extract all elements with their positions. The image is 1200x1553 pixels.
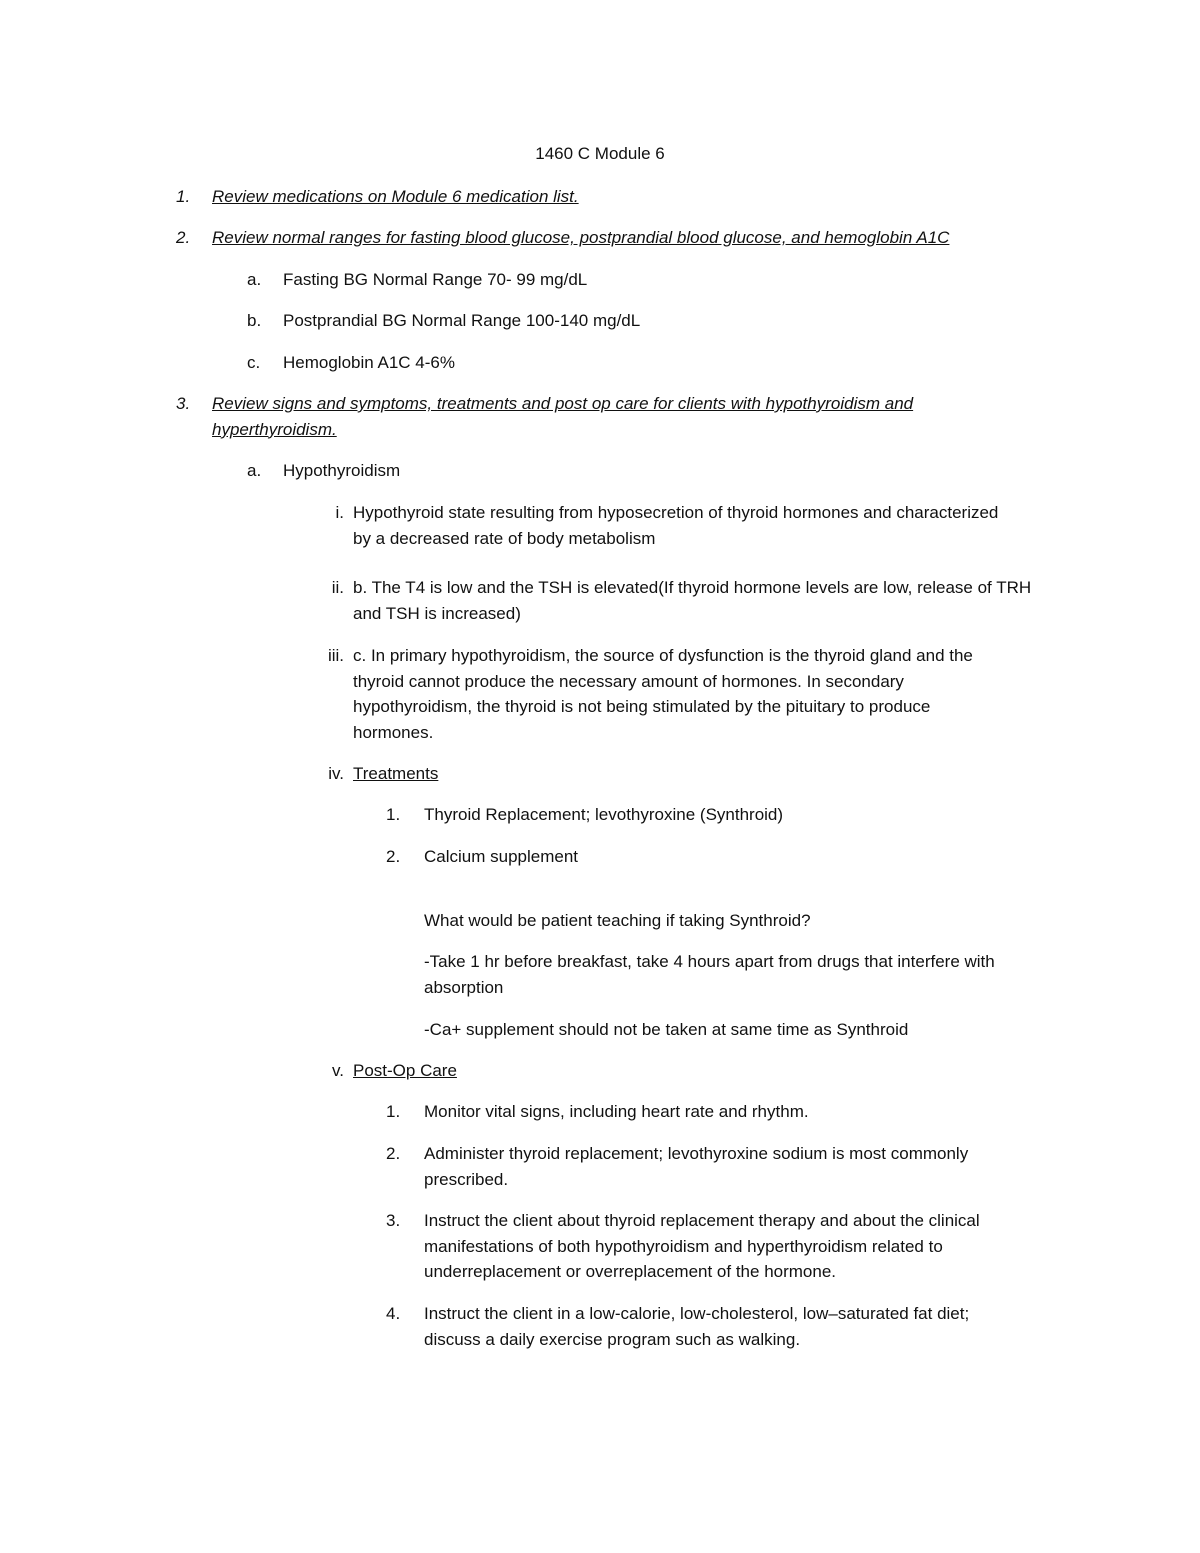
question-3 bbox=[176, 391, 1076, 443]
list-marker: c. bbox=[247, 353, 261, 372]
section-heading: Hypothyroidism bbox=[283, 461, 401, 480]
list-item-text: Thyroid Replacement; levothyroxine (Synthroid) bbox=[424, 805, 784, 824]
question-number: 2. bbox=[176, 228, 191, 247]
roman-marker: v. bbox=[332, 1061, 344, 1080]
question-text: Review normal ranges for fasting blood glucose, postprandial blood glucose, and hemoglobin A1C bbox=[212, 228, 950, 247]
teaching-answer-1 bbox=[424, 949, 1084, 1001]
list-marker: 2. bbox=[386, 1144, 401, 1163]
roman-item-i bbox=[300, 500, 1080, 552]
item-line: and TSH is increased) bbox=[353, 603, 521, 623]
question-number: 3. bbox=[176, 394, 191, 413]
item-line: Hypothyroid state resulting from hyposecretion of thyroid hormones and characterized bbox=[353, 503, 999, 522]
treatments-heading bbox=[300, 761, 1080, 787]
item-line: hypothyroidism, the thyroid is not being stimulated by the pituitary to produce bbox=[353, 697, 931, 716]
list-item-text: underreplacement or overreplacement of the hormone. bbox=[424, 1262, 837, 1281]
answer-line: absorption bbox=[424, 977, 504, 997]
list-item-text: Instruct the client in a low-calorie, low-cholesterol, low–saturated fat diet; bbox=[424, 1304, 970, 1323]
section-hypothyroidism bbox=[247, 458, 947, 484]
document-title: 1460 C Module 6 bbox=[535, 144, 665, 163]
roman-item-ii bbox=[300, 575, 1080, 627]
list-item-text: Monitor vital signs, including heart rate and rhythm. bbox=[424, 1102, 809, 1121]
question-1 bbox=[176, 184, 1076, 210]
teaching-answer-2 bbox=[424, 1017, 1084, 1043]
answer-line: -Ca+ supplement should not be taken at same time as Synthroid bbox=[424, 1020, 909, 1039]
list-item-text: Instruct the client about thyroid replacement therapy and about the clinical bbox=[424, 1211, 980, 1230]
question-number: 1. bbox=[176, 187, 191, 206]
roman-item-iii bbox=[300, 643, 1080, 747]
list-item-text: discuss a daily exercise program such as walking. bbox=[424, 1329, 801, 1349]
roman-marker: iv. bbox=[328, 764, 344, 783]
postop-heading bbox=[300, 1058, 1080, 1084]
list-item-text: manifestations of both hypothyroidism and hyperthyroidism related to bbox=[424, 1236, 943, 1256]
teaching-question-text: What would be patient teaching if taking Synthroid? bbox=[424, 911, 811, 930]
list-item-text: Administer thyroid replacement; levothyroxine sodium is most commonly bbox=[424, 1144, 969, 1163]
teaching-question bbox=[424, 908, 1084, 934]
roman-marker: i. bbox=[335, 503, 344, 522]
list-item-text: Hemoglobin A1C 4-6% bbox=[283, 353, 455, 372]
list-item bbox=[247, 350, 947, 376]
treatments-label: Treatments bbox=[353, 764, 439, 783]
list-marker: 1. bbox=[386, 805, 401, 824]
question-text-line-2: hyperthyroidism. bbox=[212, 419, 337, 439]
list-marker: b. bbox=[247, 311, 262, 330]
list-marker: 1. bbox=[386, 1102, 401, 1121]
list-marker: a. bbox=[247, 461, 262, 480]
question-text-line-1: Review signs and symptoms, treatments and post op care for clients with hypothyroidism and bbox=[212, 394, 914, 413]
item-line: thyroid cannot produce the necessary amount of hormones. In secondary bbox=[353, 671, 904, 691]
list-marker: a. bbox=[247, 270, 262, 289]
postop-item bbox=[386, 1301, 1086, 1353]
item-line: by a decreased rate of body metabolism bbox=[353, 528, 656, 548]
item-line: c. In primary hypothyroidism, the source of dysfunction is the thyroid gland and the bbox=[353, 646, 973, 665]
list-marker: 4. bbox=[386, 1304, 401, 1323]
postop-item bbox=[386, 1099, 1086, 1125]
postop-item bbox=[386, 1141, 1086, 1193]
roman-marker: iii. bbox=[327, 646, 344, 665]
item-line: hormones. bbox=[353, 722, 434, 742]
list-item bbox=[247, 308, 947, 334]
question-text: Review medications on Module 6 medication list. bbox=[212, 187, 579, 206]
roman-marker: ii. bbox=[331, 578, 344, 597]
treatment-item bbox=[386, 844, 1086, 870]
question-2 bbox=[176, 225, 1076, 251]
list-item-text: prescribed. bbox=[424, 1169, 509, 1189]
treatment-item bbox=[386, 802, 1086, 828]
list-item-text: Fasting BG Normal Range 70- 99 mg/dL bbox=[283, 270, 588, 289]
list-item bbox=[247, 267, 947, 293]
postop-item bbox=[386, 1208, 1086, 1286]
postop-label: Post-Op Care bbox=[353, 1061, 457, 1080]
list-marker: 2. bbox=[386, 847, 401, 866]
answer-line: -Take 1 hr before breakfast, take 4 hours apart from drugs that interfere with bbox=[424, 952, 995, 971]
list-item-text: Calcium supplement bbox=[424, 847, 579, 866]
list-item-text: Postprandial BG Normal Range 100-140 mg/dL bbox=[283, 311, 641, 330]
item-line: b. The T4 is low and the TSH is elevated(If thyroid hormone levels are low, release of TRH bbox=[353, 578, 1032, 597]
list-marker: 3. bbox=[386, 1211, 401, 1230]
